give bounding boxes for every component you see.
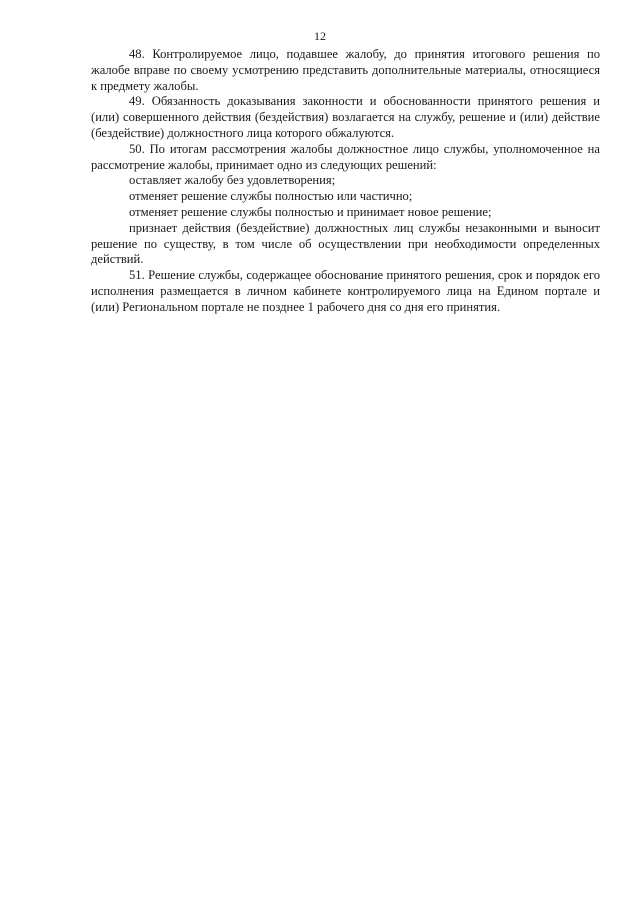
decision-item-cancel-new: отменяет решение службы полностью и принимает новое решение; <box>129 204 492 219</box>
paragraph-48: 48. Контролируемое лицо, подавшее жалобу, до принятия итогового решения по жалобе вправе по своему усмотрению представить дополнительные материалы, относящиеся к предмету жалобы. <box>91 47 600 93</box>
document-body <box>91 47 600 316</box>
decision-list <box>91 173 600 268</box>
decision-item-reject: оставляет жалобу без удовлетворения; <box>129 173 336 188</box>
decision-item-cancel-partial: отменяет решение службы полностью или частично; <box>129 189 413 204</box>
decision-item-unlawful: признает действия (бездействие) должностных лиц службы незаконными и выносит решение по существу, в том числе об осуществлении при необходимости определенных действий. <box>91 220 600 267</box>
page-number: 12 <box>314 29 326 43</box>
paragraph-50: 50. По итогам рассмотрения жалобы должностное лицо службы, уполномоченное на рассмотрение жалобы, принимает одно из следующих решений: <box>91 141 600 172</box>
paragraph-49: 49. Обязанность доказывания законности и обоснованности принятого решения и (или) совершенного действия (бездействия) возлагается на службу, решение и (или) действие (бездействие) должностного лица которого обжалуются. <box>91 94 600 140</box>
paragraph-51: 51. Решение службы, содержащее обоснование принятого решения, срок и порядок его исполнения размещается в личном кабинете контролируемого лица на Едином портале и (или) Региональном портале не позднее 1 рабочего дня со дня его принятия. <box>91 268 600 314</box>
